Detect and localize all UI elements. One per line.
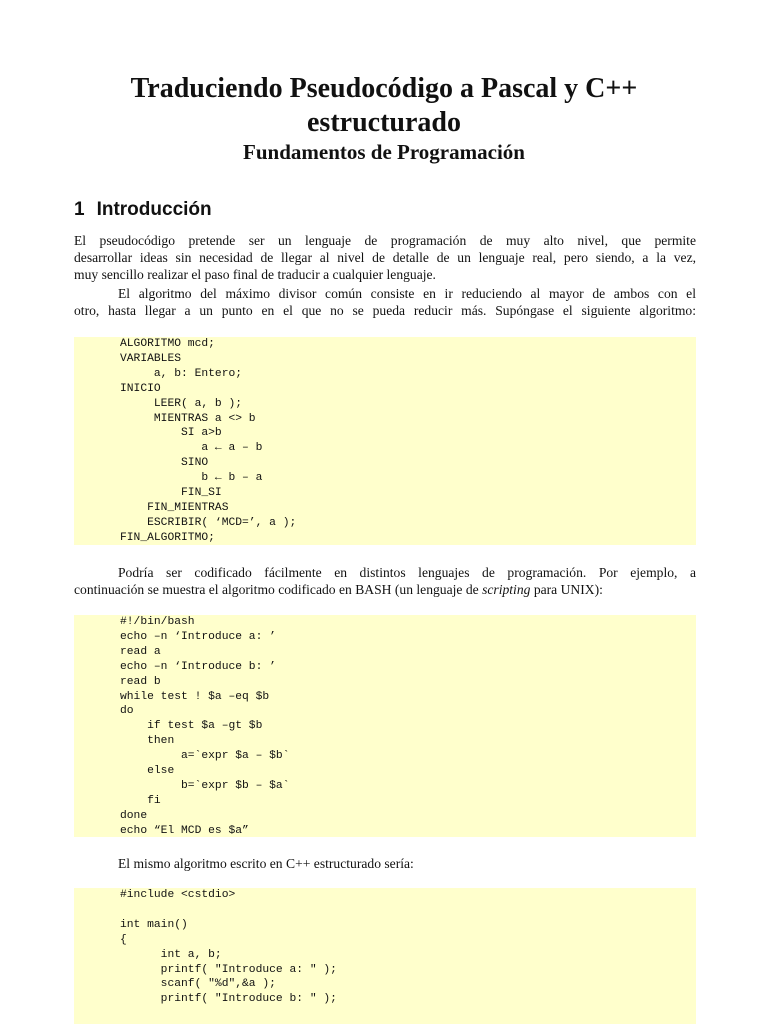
paragraph-line: muy sencillo realizar el paso final de traducir a cualquier lenguaje.: [74, 267, 436, 282]
document-title: [40, 72, 728, 140]
section-number: 1: [74, 199, 85, 220]
italic-term: scripting: [482, 582, 531, 597]
cpp-code-text: #include <cstdio> int main() { int a, b; printf( "Introduce a: " ); scanf( "%d",&a ); printf( "Introduce b: " );: [120, 889, 337, 1006]
paragraph-line: El mismo algoritmo escrito en C++ estructurado sería:: [118, 856, 414, 871]
title-line-1: Traduciendo Pseudocódigo a Pascal y C++: [130, 73, 638, 104]
cpp-intro-paragraph: [74, 855, 696, 872]
bash-intro-paragraph: [74, 564, 696, 598]
algorithm-paragraph: [74, 285, 696, 319]
title-line-2: estructurado: [307, 107, 461, 138]
document-subtitle: Fundamentos de Programación: [243, 140, 525, 164]
bash-code-block: [74, 615, 696, 837]
paragraph-line: El algoritmo del máximo divisor común consiste en ir reduciendo al mayor de ambos con el: [118, 286, 696, 301]
section-heading: [74, 198, 212, 222]
paragraph-line: Podría ser codificado fácilmente en distintos lenguajes de programación. Por ejemplo, a: [118, 565, 696, 580]
paragraph-line: [74, 581, 696, 598]
paragraph-text: para UNIX):: [530, 582, 603, 597]
paragraph-line: desarrollar ideas sin necesidad de llegar al nivel de detalle de un lenguaje real, pero siendo, a la vez,: [74, 250, 696, 265]
cpp-code-block: [74, 888, 696, 1024]
section-title: Introducción: [96, 199, 212, 220]
paragraph-line: El pseudocódigo pretende ser un lenguaje de programación de muy alto nivel, que permite: [74, 233, 696, 248]
paragraph-line: otro, hasta llegar a un punto en el que no se pueda reducir más. Supóngase el siguiente algoritmo:: [74, 303, 696, 318]
bash-code-text: #!/bin/bash echo –n ‘Introduce a: ’ read a echo –n ‘Introduce b: ’ read b while test ! $a –eq $b do if test $a –gt $b then a=`expr $a – $b` else b=`expr $b – $a` fi done echo “El MCD es $a”: [120, 616, 290, 837]
pseudocode-text: ALGORITMO mcd; VARIABLES a, b: Entero; INICIO LEER( a, b ); MIENTRAS a <> b SI a>b a ← a – b SINO b ← b – a FIN_SI FIN_MIENTRAS ESCRIBIR( ‘MCD=’, a ); FIN_ALGORITMO;: [120, 338, 297, 544]
intro-paragraph: [74, 232, 696, 283]
paragraph-text: continuación se muestra el algoritmo codificado en BASH (un lenguaje de: [74, 582, 483, 597]
pseudocode-block: [74, 337, 696, 545]
